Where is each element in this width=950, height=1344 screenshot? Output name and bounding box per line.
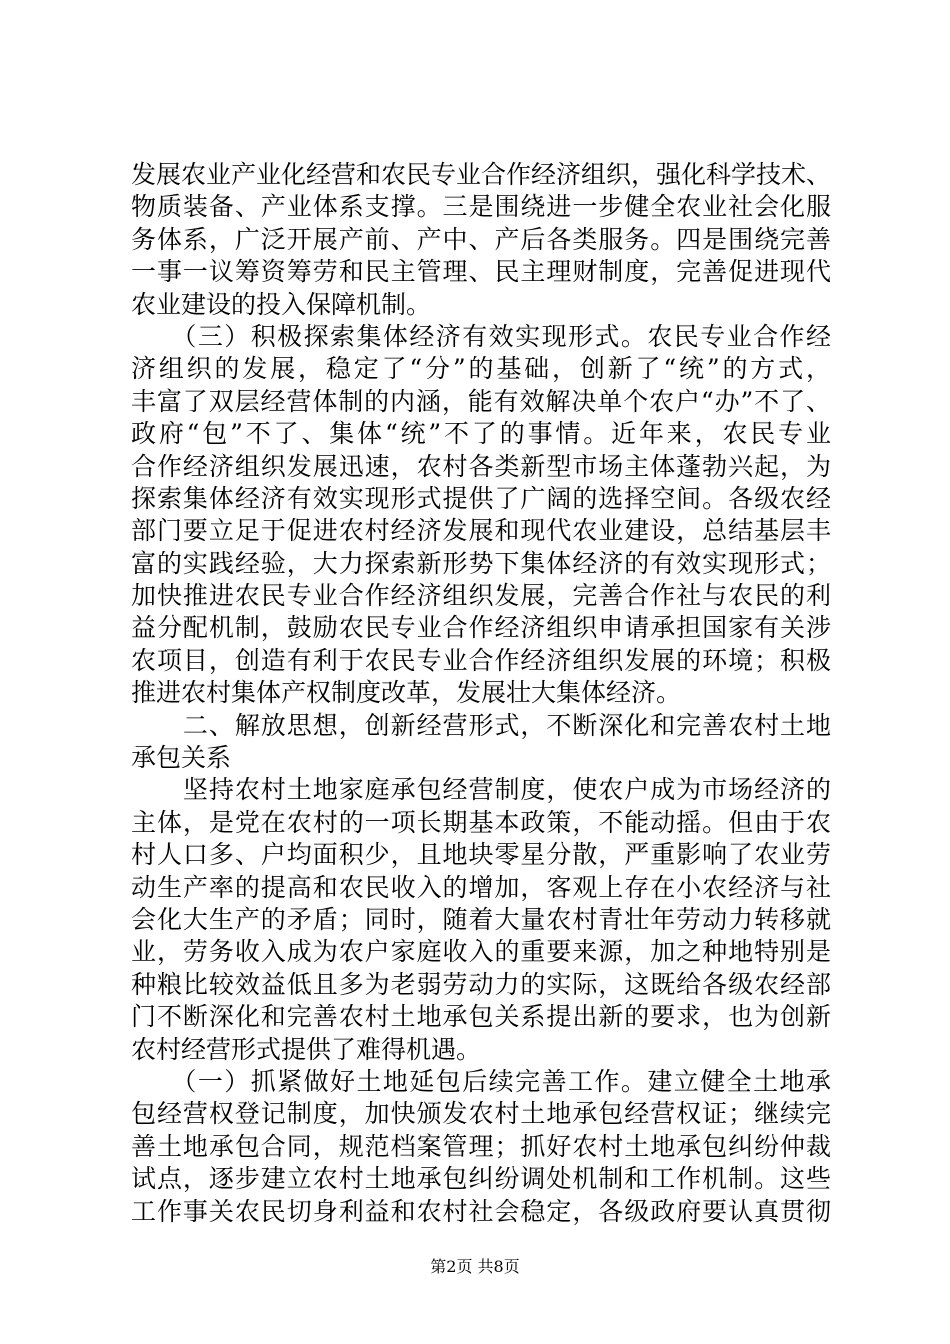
text-line: 推进农村集体产权制度改革，发展壮大集体经济。 xyxy=(131,678,682,708)
page-footer: 第2页 共8页 xyxy=(430,1257,520,1276)
text-line: 探索集体经济有效实现形式提供了广阔的选择空间。各级农经 xyxy=(131,483,831,513)
text-line: 济组织的发展，稳定了“分”的基础，创新了“统”的方式， xyxy=(131,354,831,384)
body-text xyxy=(131,159,831,1228)
text-line: 善土地承包合同，规范档案管理；抓好农村土地承包纠纷仲裁 xyxy=(131,1131,831,1161)
text-line: 二、解放思想，创新经营形式，不断深化和完善农村土地 xyxy=(131,710,831,740)
text-line: 加快推进农民专业合作经济组织发展，完善合作社与农民的利 xyxy=(131,581,831,611)
text-line: 村人口多、户均面积少，且地块零星分散，严重影响了农业劳 xyxy=(131,840,831,870)
text-line: 农村经营形式提供了难得机遇。 xyxy=(131,1034,482,1064)
text-line: 主体，是党在农村的一项长期基本政策，不能动摇。但由于农 xyxy=(131,807,831,837)
text-line: 会化大生产的矛盾；同时，随着大量农村青壮年劳动力转移就 xyxy=(131,904,831,934)
text-line: （一）抓紧做好土地延包后续完善工作。建立健全土地承 xyxy=(131,1066,831,1096)
text-line: 合作经济组织发展迅速，农村各类新型市场主体蓬勃兴起，为 xyxy=(131,451,831,481)
text-line: 动生产率的提高和农民收入的增加，客观上存在小农经济与社 xyxy=(131,872,831,902)
text-line: 坚持农村土地家庭承包经营制度，使农户成为市场经济的 xyxy=(131,775,831,805)
text-line: 承包关系 xyxy=(131,743,232,773)
text-line: 发展农业产业化经营和农民专业合作经济组织，强化科学技术、 xyxy=(131,160,831,189)
text-line: （三）积极探索集体经济有效实现形式。农民专业合作经 xyxy=(131,321,831,351)
text-line: 丰富了双层经营体制的内涵，能有效解决单个农户“办”不了、 xyxy=(131,386,831,416)
text-line: 部门要立足于促进农村经济发展和现代农业建设，总结基层丰 xyxy=(131,516,831,546)
text-line: 一事一议筹资筹劳和民主管理、民主理财制度，完善促进现代 xyxy=(131,257,831,287)
text-line: 富的实践经验，大力探索新形势下集体经济的有效实现形式； xyxy=(131,548,831,578)
text-line: 农项目，创造有利于农民专业合作经济组织发展的环境；积极 xyxy=(131,645,831,675)
text-line: 工作事关农民切身利益和农村社会稳定，各级政府要认真贯彻 xyxy=(131,1196,831,1226)
text-line: 包经营权登记制度，加快颁发农村土地承包经营权证；继续完 xyxy=(131,1099,831,1129)
text-line: 门不断深化和完善农村土地承包关系提出新的要求，也为创新 xyxy=(131,1002,831,1032)
text-line: 政府“包”不了、集体“统”不了的事情。近年来，农民专业 xyxy=(131,419,831,449)
text-line: 益分配机制，鼓励农民专业合作经济组织申请承担国家有关涉 xyxy=(131,613,831,643)
text-line: 务体系，广泛开展产前、产中、产后各类服务。四是围绕完善 xyxy=(131,224,831,254)
text-line: 业，劳务收入成为农户家庭收入的重要来源，加之种地特别是 xyxy=(131,937,831,967)
text-line: 农业建设的投入保障机制。 xyxy=(131,289,432,319)
text-line: 种粮比较效益低且多为老弱劳动力的实际，这既给各级农经部 xyxy=(131,969,831,999)
text-line: 试点，逐步建立农村土地承包纠纷调处机制和工作机制。这些 xyxy=(131,1164,831,1194)
text-line: 物质装备、产业体系支撑。三是围绕进一步健全农业社会化服 xyxy=(131,192,831,222)
